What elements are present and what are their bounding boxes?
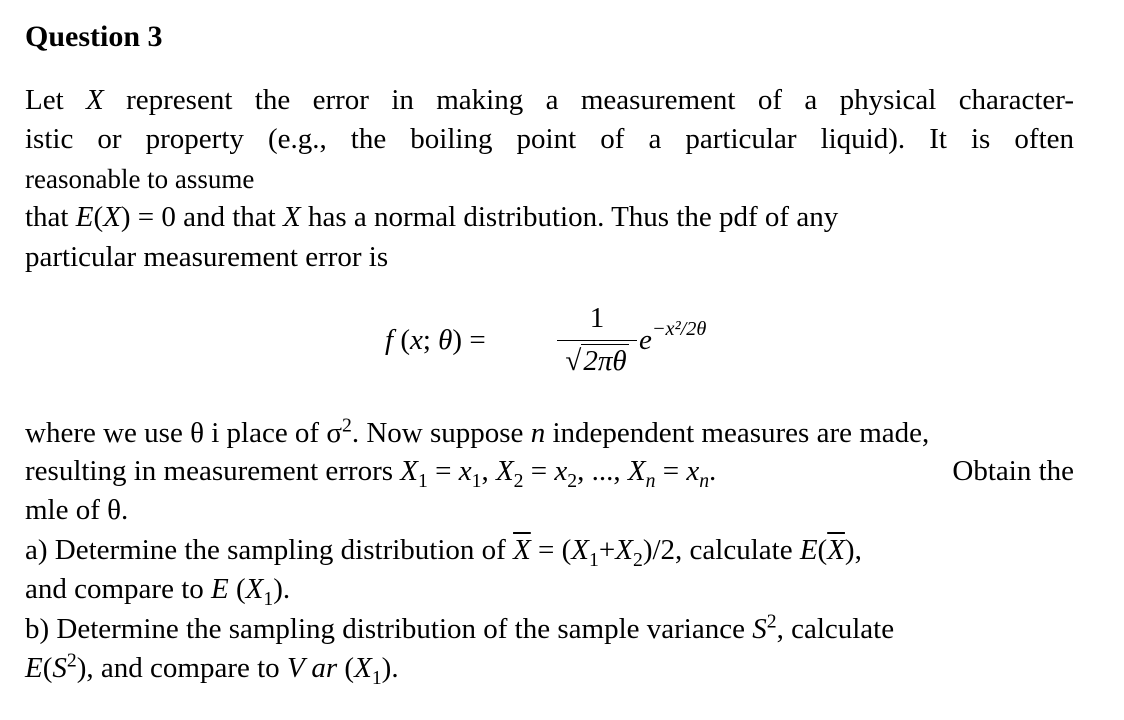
math-expr: x xyxy=(554,455,568,487)
part-b-line-1: b) Determine the sampling distribution of the sample variance $S^2$, calculate xyxy=(25,610,895,645)
text-fragment: Obtain the xyxy=(952,455,1074,487)
intro-line-5: particular measurement error is xyxy=(25,241,389,273)
word: point xyxy=(516,123,577,155)
word: the xyxy=(350,123,387,155)
word: a xyxy=(648,123,662,155)
word: represent xyxy=(126,84,233,116)
text-fragment: has a normal distribution. Thus the pdf of any xyxy=(300,201,839,233)
math-expr: E xyxy=(25,652,43,684)
text-fragment: where we use θ i place of σ xyxy=(25,417,342,449)
math-expr: V ar xyxy=(286,652,338,684)
word: particular xyxy=(685,123,797,155)
intro-line-4: that E(X) = 0 and that X has a normal distribution. Thus the pdf of any xyxy=(25,201,839,233)
word: of xyxy=(600,123,625,155)
math-expr: $X_n$ xyxy=(627,455,656,492)
text-fragment: , calculate xyxy=(675,534,800,566)
formula-lhs: f (x; θ) = xyxy=(385,324,486,356)
word: boiling xyxy=(410,123,493,155)
math-expr: X xyxy=(571,534,590,566)
intro-line-3: reasonable to assume xyxy=(25,164,255,194)
after-line-1 xyxy=(25,415,1074,451)
math-expr: X xyxy=(245,573,264,605)
radicand: 2πθ xyxy=(583,345,627,377)
math-expr: X xyxy=(400,455,418,487)
sample-mean: $\overline{X}$ xyxy=(513,534,531,566)
math-expr: x xyxy=(458,455,472,487)
math-expr: X xyxy=(495,455,514,487)
word: in xyxy=(391,84,414,116)
word: of xyxy=(757,84,783,116)
text-fragment: a) Determine the sampling distribution of xyxy=(25,534,514,566)
formula-exponential xyxy=(639,318,707,357)
text-fragment: and compare to xyxy=(25,573,212,605)
math-expr: $x_n$ xyxy=(686,455,710,492)
part-a-line-1: a) Determine the sampling distribution of $\overline{X} = (X_1+X_2)/2$, calculate $E(\overline{X})$, xyxy=(25,534,862,571)
var-n: n xyxy=(530,417,546,449)
math-expr: E xyxy=(799,534,818,566)
word: error xyxy=(312,84,369,116)
var-x: X xyxy=(282,201,301,233)
math-expr: X xyxy=(615,534,633,566)
word: is xyxy=(971,123,991,155)
sample-mean: $\overline{X}$ xyxy=(827,534,845,566)
after-line-2 xyxy=(25,453,1074,492)
word: istic xyxy=(25,123,74,155)
word: a xyxy=(804,84,818,116)
word: liquid). xyxy=(820,123,906,155)
word: It xyxy=(929,123,947,155)
var-x: x xyxy=(409,324,423,356)
word: X xyxy=(86,84,104,116)
intro-line-1 xyxy=(25,82,1074,118)
word: Let xyxy=(25,84,64,116)
var-theta: θ xyxy=(438,324,453,356)
word: physical xyxy=(839,84,937,116)
word: character- xyxy=(958,84,1074,116)
word: property xyxy=(145,123,244,155)
expectation-expr: E xyxy=(75,201,94,233)
word: or xyxy=(97,123,122,155)
text-fragment: that xyxy=(25,201,76,233)
exp-base: e xyxy=(639,324,652,356)
math-expr: S xyxy=(52,652,67,684)
word: making xyxy=(436,84,524,116)
part-a-line-2: and compare to E $(X_1)$. xyxy=(25,573,291,610)
text-fragment: resulting in measurement errors $X_1 = x_1$, $X_2 = x_2$, ..., $X_n = x_n$. xyxy=(25,455,717,492)
after-line-3: mle of θ. xyxy=(25,494,129,526)
text-fragment: and that xyxy=(175,201,283,233)
pdf-formula xyxy=(385,300,785,390)
formula-numerator: 1 xyxy=(589,302,605,334)
text-fragment: . Now suppose xyxy=(351,417,531,449)
word: often xyxy=(1014,123,1074,155)
intro-line-2 xyxy=(25,121,1074,157)
fraction-bar xyxy=(557,340,637,341)
word: the xyxy=(254,84,291,116)
word: measurement xyxy=(580,84,736,116)
func-f: f xyxy=(385,324,394,356)
math-expr: X xyxy=(354,652,372,684)
formula-denominator: √2πθ xyxy=(565,345,627,377)
text-fragment: , calculate xyxy=(776,613,895,645)
math-expr: E xyxy=(211,573,229,605)
text-fragment: independent measures are made, xyxy=(545,417,930,449)
exp-power: −x²/2θ xyxy=(651,318,707,341)
text-fragment: where we use θ i place of $\sigma^2$. Now suppose n independent measures are made, xyxy=(25,414,930,449)
word: a xyxy=(545,84,559,116)
text-fragment: resulting in measurement errors xyxy=(25,455,401,487)
text-fragment: , and compare to xyxy=(86,652,287,684)
question-heading: Question 3 xyxy=(25,20,163,53)
text-fragment: b) Determine the sampling distribution of the sample variance xyxy=(25,613,753,645)
word: (e.g., xyxy=(267,123,327,155)
part-b-line-2: $E(S^2)$, and compare to V ar $(X_1)$. xyxy=(25,649,399,689)
var-x: X xyxy=(103,201,121,233)
math-expr: S xyxy=(752,613,767,645)
